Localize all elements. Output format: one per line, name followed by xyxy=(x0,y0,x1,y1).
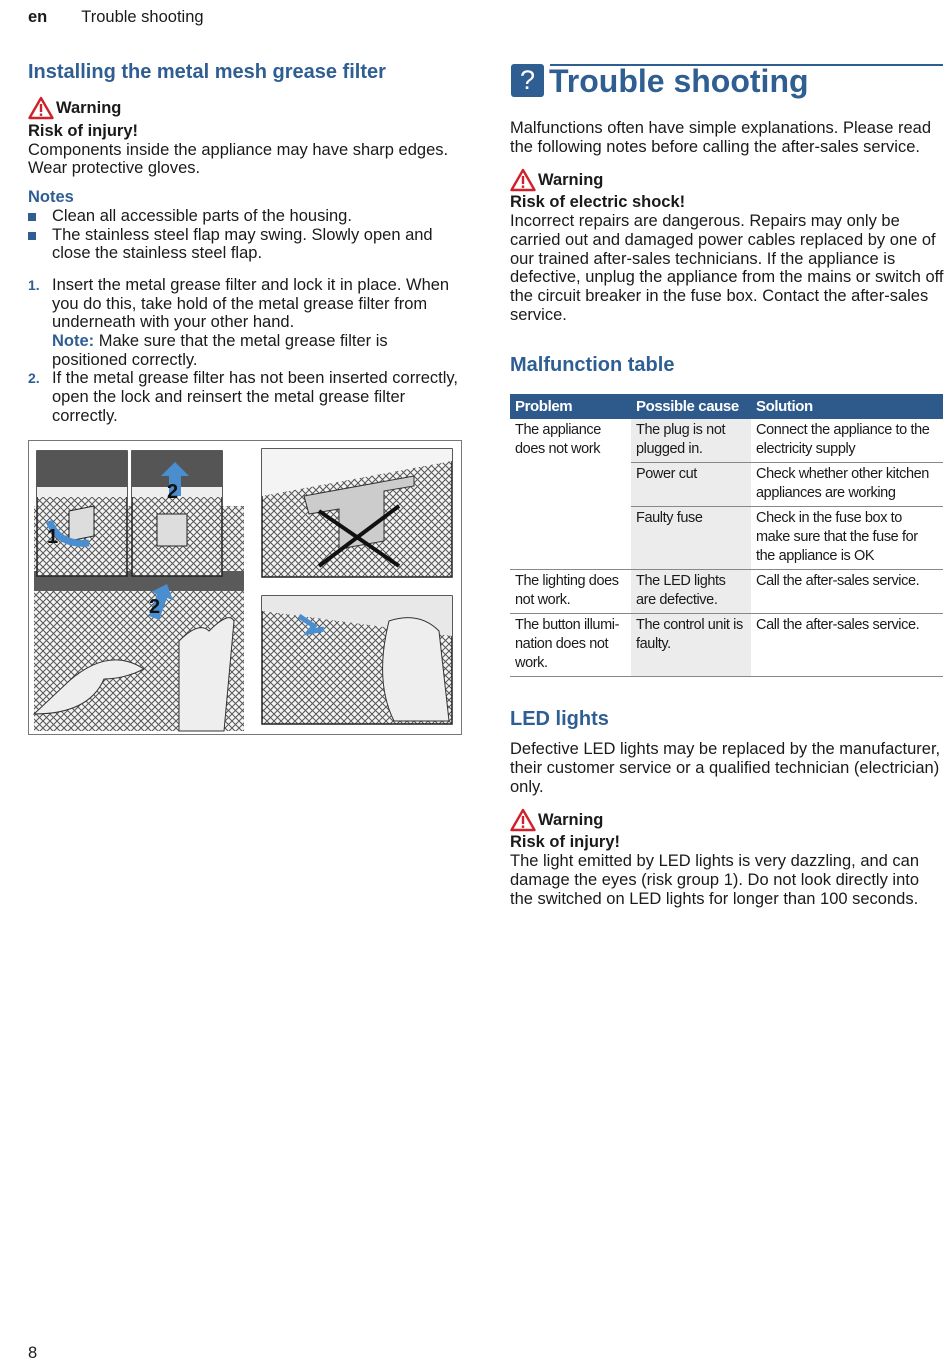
step-item xyxy=(28,276,463,370)
language-code: en xyxy=(28,8,48,26)
step-item xyxy=(28,369,463,425)
step-label: 2 xyxy=(149,596,161,618)
led-lights-title: LED lights xyxy=(510,708,609,731)
warning-text: The light emitted by LED lights is very dazzling, and can damage the eyes (risk group 1). Do not look directly into the switched on LED lights for longer than 100 seconds. xyxy=(510,852,920,908)
solution-cell: Call the after-sales service. xyxy=(751,614,943,677)
led-text: Defective LED lights may be replaced by the manufacturer, their customer service or a qualified technician (electrician) only. xyxy=(510,740,941,796)
notes-title: Notes xyxy=(28,188,74,207)
warning-block xyxy=(510,168,945,324)
cause-cell: Power cut xyxy=(631,463,751,507)
cause-cell: Faulty fuse xyxy=(631,507,751,570)
note-item: Clean all accessible parts of the housing. xyxy=(28,207,463,226)
step-number: 2. xyxy=(28,370,40,387)
help-icon: ? xyxy=(511,64,544,97)
table-header-row xyxy=(510,394,943,419)
step-number: 1. xyxy=(28,276,40,293)
problem-cell: The appliance does not work xyxy=(510,419,631,570)
solution-cell: Connect the appliance to the electricity supply xyxy=(751,419,943,463)
cause-cell: The LED lights are defective. xyxy=(631,570,751,614)
left-column xyxy=(28,60,463,426)
table-row xyxy=(510,614,943,677)
warning-icon xyxy=(510,808,536,832)
table-row xyxy=(510,419,943,463)
note-text: Make sure that the metal grease filter is positioned correctly. xyxy=(52,332,388,369)
filter-installation-illustration xyxy=(28,440,462,735)
column-header: Solution xyxy=(751,394,943,419)
right-column xyxy=(510,119,945,908)
notes-list xyxy=(28,207,463,263)
step-text: Insert the metal grease filter and lock it in place. When you do this, take hold of the metal grease filter from underneath with your other hand. xyxy=(52,275,450,332)
warning-label: Warning xyxy=(538,171,604,190)
warning-heading: Risk of injury! xyxy=(510,833,621,852)
problem-cell: The button illumi-nation does not work. xyxy=(510,614,631,677)
warning-icon xyxy=(510,168,536,192)
malfunction-table-title: Malfunction table xyxy=(510,354,675,377)
problem-cell: The lighting does not work. xyxy=(510,570,631,614)
cause-cell: The plug is not plugged in. xyxy=(631,419,751,463)
warning-block xyxy=(28,96,463,178)
step-label: 2 xyxy=(167,481,179,503)
column-header: Problem xyxy=(510,394,631,419)
step-label: 1 xyxy=(47,526,59,548)
note-label: Note: xyxy=(52,332,95,351)
step-text: If the metal grease filter has not been inserted correctly, open the lock and reinsert the metal grease filter correctly. xyxy=(52,369,458,425)
section-title-install-filter: Installing the metal mesh grease filter xyxy=(28,61,386,83)
warning-text: Components inside the appliance may have sharp edges. Wear protective gloves. xyxy=(28,140,449,178)
solution-cell: Call the after-sales service. xyxy=(751,570,943,614)
warning-heading: Risk of electric shock! xyxy=(510,193,686,212)
header-section: Trouble shooting xyxy=(81,8,204,26)
warning-label: Warning xyxy=(56,98,122,117)
warning-label: Warning xyxy=(538,811,604,830)
steps-list xyxy=(28,276,463,426)
note-item: The stainless steel flap may swing. Slowly open and close the stainless steel flap. xyxy=(28,226,463,263)
solution-cell: Check in the fuse box to make sure that the fuse for the appliance is OK xyxy=(751,507,943,570)
intro-text: Malfunctions often have simple explanations. Please read the following notes before calling the after-sales service. xyxy=(510,119,931,156)
warning-block xyxy=(510,808,945,908)
page-number: 8 xyxy=(28,1344,38,1362)
table-row xyxy=(510,570,943,614)
page-title: Trouble shooting xyxy=(549,63,809,99)
malfunction-table xyxy=(510,394,943,677)
warning-heading: Risk of injury! xyxy=(28,122,139,140)
column-header: Possible cause xyxy=(631,394,751,419)
cause-cell: The control unit is faulty. xyxy=(631,614,751,677)
warning-icon xyxy=(28,96,54,120)
warning-text: Incorrect repairs are dangerous. Repairs may only be carried out and damaged power cables replaced by one of our trained after-sales technicians. If the appliance is defective, unplug the appliance from the mains or switch off the circuit breaker in the fuse box. Contact the after-sales service. xyxy=(510,212,944,324)
solution-cell: Check whether other kitchen appliances are working xyxy=(751,463,943,507)
page-header xyxy=(28,8,204,27)
